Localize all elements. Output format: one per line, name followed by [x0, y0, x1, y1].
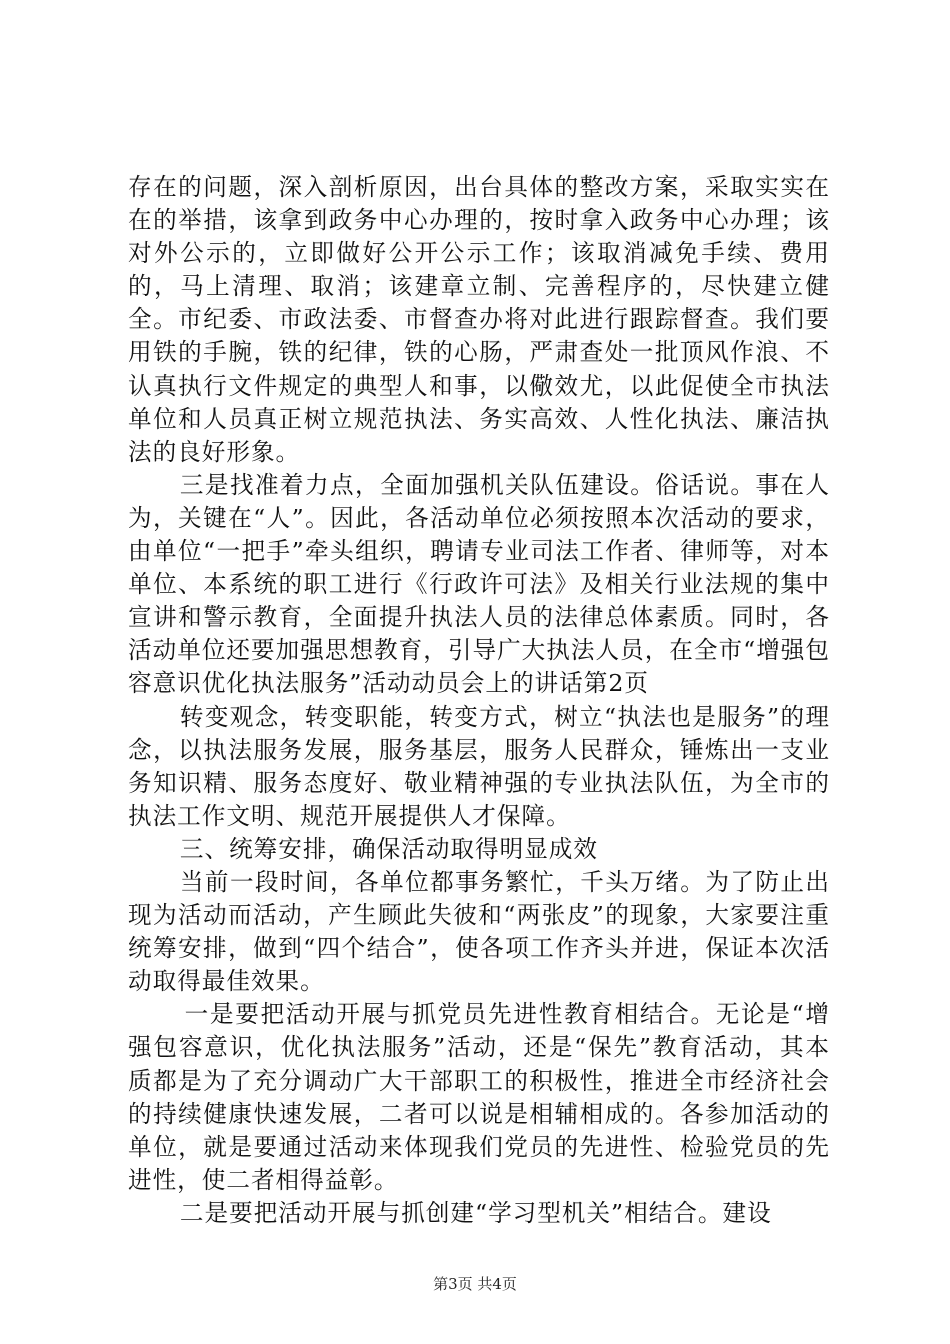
section-heading: 三、统筹安排，确保活动取得明显成效 — [179, 834, 598, 863]
paragraph-coordination: 当前一段时间，各单位都事务繁忙，千头万绪。为了防止出现为活动而活动，产生顾此失彼和“两张皮”的现象，大家要注重统筹安排，做到“四个结合”，使各项工作齐头并进，保证本次活动取得最佳效果。 — [128, 867, 830, 996]
paragraph-party-education: 一是要把活动开展与抓党员先进性教育相结合。无论是“增强包容意识，优化执法服务”活动，还是“保先”教育活动，其本质都是为了充分调动广大干部职工的积极性，推进全市经济社会的持续健康快速发展，二者可以说是相辅相成的。各参加活动的单位，就是要通过活动来体现我们党员的先进性、检验党员的先进性，使二者相得益彰。 — [128, 1000, 830, 1194]
paragraph-continuation: 存在的问题，深入剖析原因，出台具体的整改方案，采取实实在在的举措，该拿到政务中心办理的，按时拿入政务中心办理；该对外公示的，立即做好公开公示工作；该取消减免手续、费用的，马上清理、取消；该建章立制、完善程序的，尽快建立健全。市纪委、市政法委、市督查办将对此进行跟踪督查。我们要用铁的手腕，铁的纪律，铁的心肠，严肃查处一批顶风作浪、不认真执行文件规定的典型人和事，以儆效尤，以此促使全市执法单位和人员真正树立规范执法、务实高效、人性化执法、廉洁执法的良好形象。 — [128, 173, 830, 466]
document-body — [128, 171, 830, 1230]
paragraph-team-building: 三是找准着力点，全面加强机关队伍建设。俗话说。事在人为，关键在“人”。因此，各活动单位必须按照本次活动的要求，由单位“一把手”牵头组织，聘请专业司法工作者、律师等，对本单位、本系统的职工进行《行政许可法》及相关行业法规的集中宣讲和警示教育，全面提升执法人员的法律总体素质。同时，各活动单位还要加强思想教育，引导广大执法人员，在全市“增强包容意识优化执法服务”活动动员会上的讲话第2页 — [128, 470, 830, 698]
paragraph-service-concept: 转变观念，转变职能，转变方式，树立“执法也是服务”的理念，以执法服务发展，服务基层，服务人民群众，锤炼出一支业务知识精、服务态度好、敬业精神强的专业执法队伍，为全市的执法工作文明、规范开展提供人才保障。 — [128, 702, 830, 830]
page-footer — [0, 1274, 950, 1294]
paragraph-learning-organization: 二是要把活动开展与抓创建“学习型机关”相结合。建设 — [179, 1198, 772, 1227]
page-number: 第3页 共4页 — [433, 1275, 517, 1293]
